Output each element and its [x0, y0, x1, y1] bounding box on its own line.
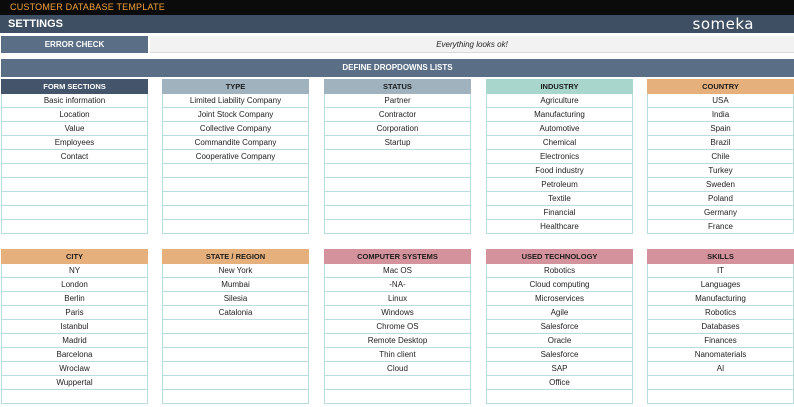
table-computer-systems [324, 249, 471, 404]
table-cell[interactable]: Textile [486, 192, 633, 206]
table-cell[interactable]: Startup [324, 136, 471, 150]
table-cell[interactable]: SAP [486, 362, 633, 376]
page-title: SETTINGS [8, 18, 64, 30]
table-header: FORM SECTIONS [1, 79, 148, 94]
table-used-technology [486, 249, 633, 404]
workbook-title: CUSTOMER DATABASE TEMPLATE [10, 2, 165, 12]
dropdowns-header: DEFINE DROPDOWNS LISTS [1, 59, 794, 77]
table-cell[interactable] [162, 178, 309, 192]
table-cell[interactable]: Financial [486, 206, 633, 220]
error-check-label: ERROR CHECK [1, 36, 148, 53]
table-cell[interactable] [647, 390, 794, 404]
table-header: SKILLS [647, 249, 794, 264]
table-cell[interactable] [162, 220, 309, 234]
table-cell[interactable]: Commandite Company [162, 136, 309, 150]
table-cell[interactable]: Cloud [324, 362, 471, 376]
table-cell[interactable] [1, 206, 148, 220]
table-cell[interactable] [324, 178, 471, 192]
table-cell[interactable] [324, 206, 471, 220]
table-type [162, 79, 309, 234]
table-header: INDUSTRY [486, 79, 633, 94]
table-cell[interactable]: Windows [324, 306, 471, 320]
table-cell[interactable]: Salesforce [486, 348, 633, 362]
table-cell[interactable]: Partner [324, 94, 471, 108]
error-check-row [0, 36, 794, 53]
table-state-region [162, 249, 309, 404]
table-header: CITY [1, 249, 148, 264]
table-cell[interactable]: Germany [647, 206, 794, 220]
table-cell[interactable]: Turkey [647, 164, 794, 178]
table-cell[interactable] [162, 362, 309, 376]
table-cell[interactable]: Electronics [486, 150, 633, 164]
table-cell[interactable]: Finances [647, 334, 794, 348]
table-cell[interactable]: Automotive [486, 122, 633, 136]
table-cell[interactable]: IT [647, 264, 794, 278]
table-cell[interactable]: Contractor [324, 108, 471, 122]
table-cell[interactable]: Contact [1, 150, 148, 164]
table-cell[interactable]: Employees [1, 136, 148, 150]
table-cell[interactable]: Madrid [1, 334, 148, 348]
table-cell[interactable]: Basic information [1, 94, 148, 108]
settings-bar [0, 15, 794, 33]
table-cell[interactable]: Salesforce [486, 320, 633, 334]
table-cell[interactable]: Catalonia [162, 306, 309, 320]
table-cell[interactable] [162, 376, 309, 390]
table-cell[interactable] [1, 164, 148, 178]
table-cell[interactable]: France [647, 220, 794, 234]
table-cell[interactable] [1, 390, 148, 404]
table-cell[interactable] [324, 192, 471, 206]
table-status [324, 79, 471, 234]
table-cell[interactable]: Cloud computing [486, 278, 633, 292]
table-cell[interactable]: Chrome OS [324, 320, 471, 334]
table-city [1, 249, 148, 404]
table-cell[interactable] [1, 192, 148, 206]
top-bar [0, 0, 794, 15]
table-cell[interactable]: Robotics [486, 264, 633, 278]
table-cell[interactable]: Agile [486, 306, 633, 320]
table-cell[interactable]: Barcelona [1, 348, 148, 362]
table-cell[interactable]: Petroleum [486, 178, 633, 192]
table-cell[interactable]: Istanbul [1, 320, 148, 334]
table-cell[interactable]: Collective Company [162, 122, 309, 136]
table-cell[interactable] [162, 206, 309, 220]
table-skills [647, 249, 794, 404]
table-cell[interactable]: Wuppertal [1, 376, 148, 390]
table-cell[interactable]: Mac OS [324, 264, 471, 278]
table-cell[interactable]: Office [486, 376, 633, 390]
table-cell[interactable] [1, 178, 148, 192]
table-header: USED TECHNOLOGY [486, 249, 633, 264]
table-cell[interactable]: Languages [647, 278, 794, 292]
error-check-message: Everything looks ok! [150, 36, 794, 53]
table-cell[interactable]: Food industry [486, 164, 633, 178]
table-cell[interactable] [324, 164, 471, 178]
table-cell[interactable]: Linux [324, 292, 471, 306]
table-cell[interactable]: NY [1, 264, 148, 278]
table-cell[interactable]: Mumbai [162, 278, 309, 292]
table-cell[interactable] [647, 376, 794, 390]
table-cell[interactable] [324, 220, 471, 234]
table-cell[interactable]: Joint Stock Company [162, 108, 309, 122]
table-cell[interactable]: Wroclaw [1, 362, 148, 376]
table-cell[interactable]: Value [1, 122, 148, 136]
table-cell[interactable]: Paris [1, 306, 148, 320]
table-cell[interactable]: Chemical [486, 136, 633, 150]
table-cell[interactable] [162, 192, 309, 206]
table-industry [486, 79, 633, 234]
table-header: STATE / REGION [162, 249, 309, 264]
table-cell[interactable] [162, 164, 309, 178]
table-cell[interactable]: Spain [647, 122, 794, 136]
table-header: TYPE [162, 79, 309, 94]
table-cell[interactable]: Agriculture [486, 94, 633, 108]
table-cell[interactable]: Healthcare [486, 220, 633, 234]
table-cell[interactable]: Cooperative Company [162, 150, 309, 164]
table-cell[interactable]: AI [647, 362, 794, 376]
table-cell[interactable]: Manufacturing [647, 292, 794, 306]
table-cell[interactable] [162, 348, 309, 362]
table-cell[interactable]: USA [647, 94, 794, 108]
table-cell[interactable]: Robotics [647, 306, 794, 320]
table-form-sections [1, 79, 148, 234]
table-cell[interactable]: Oracle [486, 334, 633, 348]
table-cell[interactable]: Nanomaterials [647, 348, 794, 362]
table-cell[interactable] [324, 390, 471, 404]
table-cell[interactable]: Brazil [647, 136, 794, 150]
table-cell[interactable]: Limited Liability Company [162, 94, 309, 108]
table-header: COMPUTER SYSTEMS [324, 249, 471, 264]
table-cell[interactable]: Location [1, 108, 148, 122]
table-cell[interactable]: Remote Desktop [324, 334, 471, 348]
table-cell[interactable]: India [647, 108, 794, 122]
table-cell[interactable]: London [1, 278, 148, 292]
table-cell[interactable]: Chile [647, 150, 794, 164]
table-cell[interactable] [1, 220, 148, 234]
table-cell[interactable] [324, 150, 471, 164]
table-cell[interactable]: Silesia [162, 292, 309, 306]
table-header: COUNTRY [647, 79, 794, 94]
table-cell[interactable]: Berlin [1, 292, 148, 306]
table-cell[interactable] [324, 376, 471, 390]
table-cell[interactable]: Poland [647, 192, 794, 206]
table-cell[interactable] [162, 320, 309, 334]
table-cell[interactable]: Sweden [647, 178, 794, 192]
someka-logo: someka [692, 15, 754, 33]
table-cell[interactable]: Corporation [324, 122, 471, 136]
table-cell[interactable]: New York [162, 264, 309, 278]
table-cell[interactable] [162, 334, 309, 348]
table-header: STATUS [324, 79, 471, 94]
table-cell[interactable] [162, 390, 309, 404]
table-cell[interactable] [486, 390, 633, 404]
table-cell[interactable]: Thin client [324, 348, 471, 362]
table-country [647, 79, 794, 234]
table-cell[interactable]: Microservices [486, 292, 633, 306]
table-cell[interactable]: Manufacturing [486, 108, 633, 122]
table-cell[interactable]: -NA- [324, 278, 471, 292]
table-cell[interactable]: Databases [647, 320, 794, 334]
